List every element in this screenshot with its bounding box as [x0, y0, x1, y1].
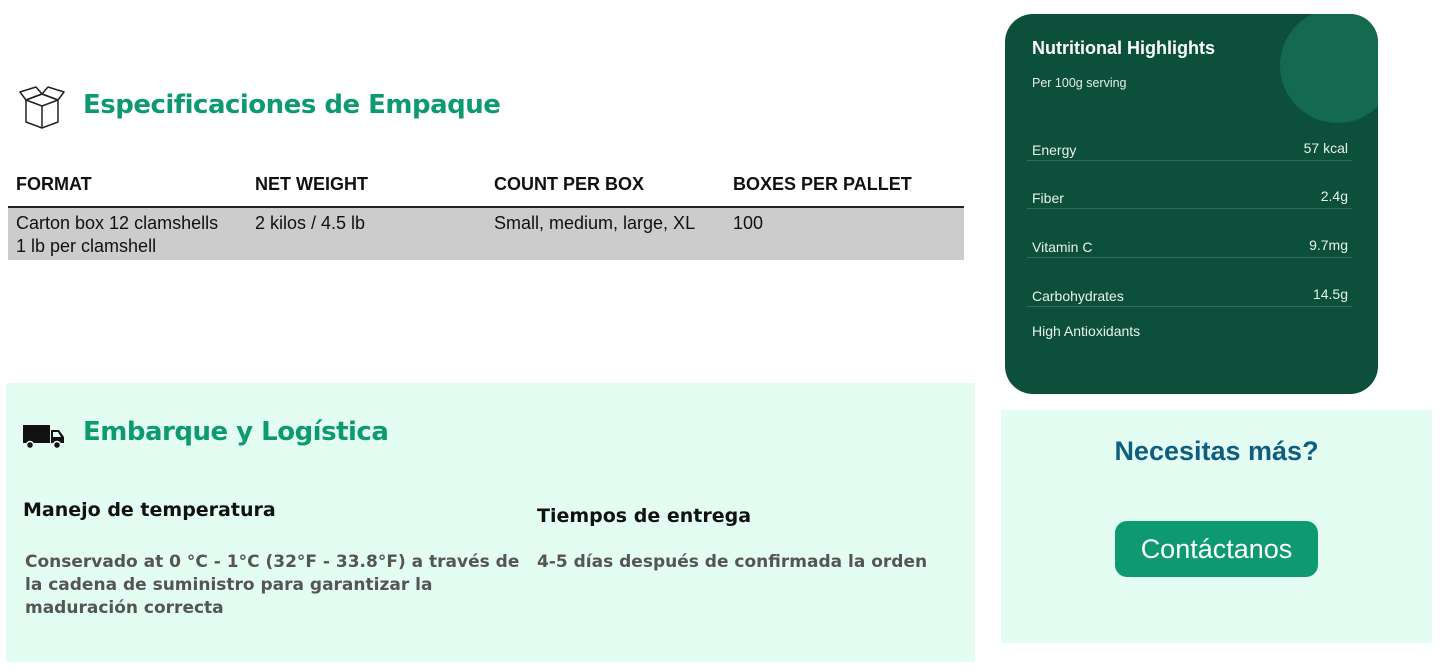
- contact-button[interactable]: Contáctanos: [1115, 521, 1318, 577]
- cell-net-weight: 2 kilos / 4.5 lb: [255, 213, 366, 233]
- temperature-line-1: Conservado at 0 °C - 1°C (32°F - 33.8°F) a través de: [25, 552, 520, 572]
- delivery-description: 4-5 días después de confirmada la orden: [537, 552, 928, 572]
- column-header-format: FORMAT: [16, 174, 92, 194]
- column-header-boxes-per-pallet: BOXES PER PALLET: [733, 174, 912, 194]
- contact-card: [1001, 410, 1432, 643]
- cell-format-line2: 1 lb per clamshell: [16, 236, 157, 256]
- table-header: [8, 170, 964, 208]
- temperature-line-3: maduración correcta: [25, 598, 224, 618]
- nutrition-subtitle: Per 100g serving: [1032, 76, 1127, 90]
- delivery-title: Tiempos de entrega: [537, 505, 752, 527]
- decorative-circle: [1280, 14, 1378, 123]
- truck-icon: [22, 421, 66, 451]
- nutrition-value: 57 kcal: [1303, 140, 1348, 156]
- nutrition-row-carbohydrates: [1027, 282, 1352, 307]
- column-header-net-weight: NET WEIGHT: [255, 174, 368, 194]
- packaging-spec-table: [8, 170, 964, 260]
- cell-format-line1: Carton box 12 clamshells: [16, 213, 219, 233]
- column-header-count-per-box: COUNT PER BOX: [494, 174, 645, 194]
- nutrition-label: Fiber: [1032, 190, 1064, 206]
- contact-question: Necesitas más?: [1114, 436, 1319, 466]
- nutrition-value: 9.7mg: [1309, 237, 1348, 253]
- packaging-header: [18, 84, 66, 130]
- nutrition-row-fiber: [1027, 184, 1352, 209]
- nutrition-label: Energy: [1032, 142, 1077, 158]
- temperature-title: Manejo de temperatura: [23, 499, 276, 521]
- nutrition-extra-note: High Antioxidants: [1032, 323, 1141, 339]
- nutrition-card: [1005, 14, 1378, 394]
- shipping-title: Embarque y Logística: [83, 417, 389, 447]
- cell-format: [8, 208, 247, 260]
- nutrition-row-energy: [1027, 136, 1352, 161]
- nutrition-title: Nutritional Highlights: [1032, 38, 1215, 58]
- table-row: [8, 208, 964, 260]
- temperature-line-2: la cadena de suministro para garantizar la: [25, 575, 433, 595]
- nutrition-label: Carbohydrates: [1032, 288, 1124, 304]
- cell-boxes-per-pallet: 100: [733, 213, 764, 233]
- packaging-title: Especificaciones de Empaque: [83, 90, 501, 120]
- nutrition-value: 2.4g: [1320, 188, 1348, 204]
- open-box-icon: [18, 84, 66, 130]
- shipping-section: [6, 383, 975, 662]
- temperature-description: [25, 551, 519, 620]
- nutrition-value: 14.5g: [1312, 286, 1348, 302]
- nutrition-label: Vitamin C: [1032, 239, 1093, 255]
- nutrition-row-vitamin-c: [1027, 233, 1352, 258]
- cell-count-per-box: Small, medium, large, XL: [494, 213, 696, 233]
